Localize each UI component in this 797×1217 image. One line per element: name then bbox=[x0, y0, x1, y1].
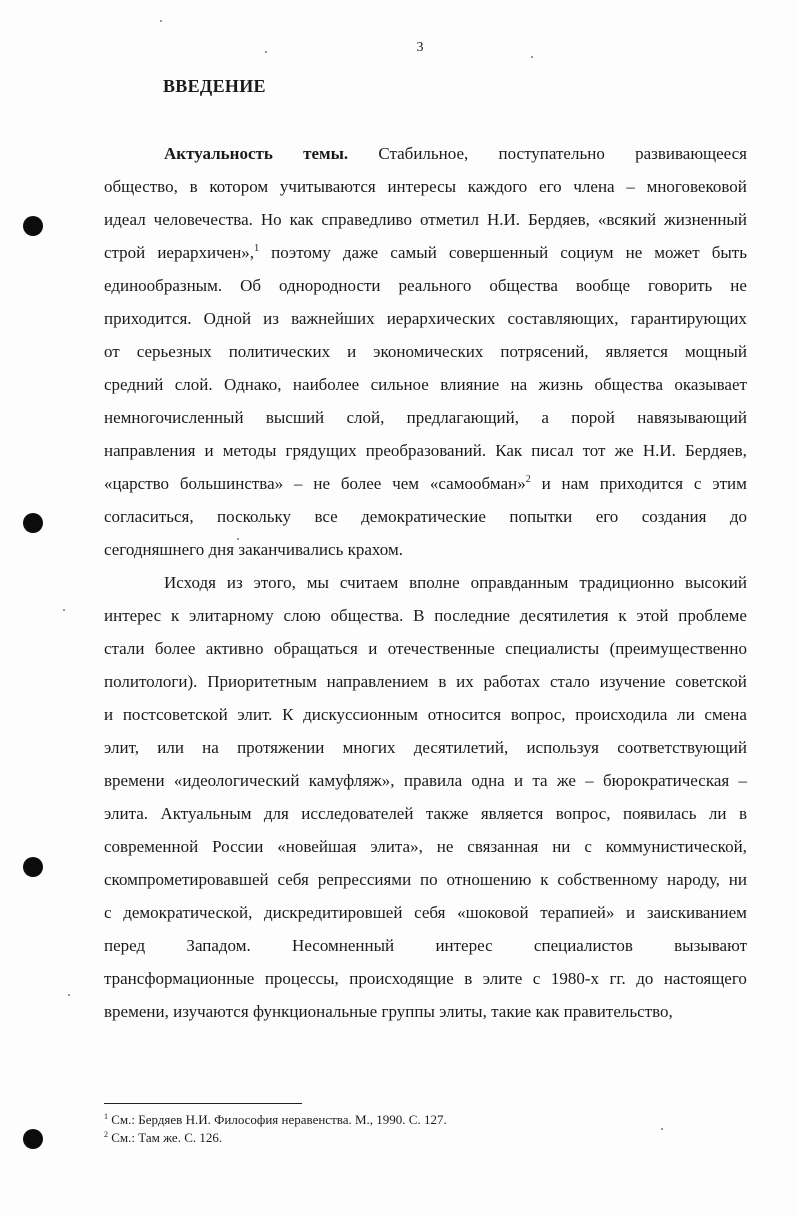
word: времени bbox=[104, 771, 165, 790]
word: развивающееся bbox=[635, 144, 747, 163]
word: Приоритетным bbox=[207, 672, 317, 691]
word: и bbox=[626, 903, 636, 922]
word: более bbox=[154, 639, 196, 658]
word: общество, bbox=[104, 177, 178, 196]
word: Актуальным bbox=[160, 804, 252, 823]
word: направлением bbox=[326, 672, 429, 691]
word: – bbox=[294, 474, 303, 493]
word: протяжении bbox=[237, 738, 325, 757]
footnote-number: 2 bbox=[104, 1130, 108, 1139]
word: и bbox=[368, 639, 378, 658]
word: В bbox=[413, 606, 425, 625]
word: скомпрометировавшей bbox=[104, 870, 269, 889]
text-line bbox=[104, 764, 747, 797]
word: правительство, bbox=[563, 1002, 673, 1021]
word: в bbox=[738, 804, 747, 823]
word: поскольку bbox=[217, 507, 292, 526]
word: репрессиями bbox=[317, 870, 412, 889]
word: Н.И. bbox=[486, 210, 520, 229]
word: серьезных bbox=[136, 342, 212, 361]
footnote-text: См.: Там же. С. 126. bbox=[108, 1130, 223, 1145]
word: вообще bbox=[575, 276, 631, 295]
text-line bbox=[104, 269, 747, 302]
text-line bbox=[104, 566, 747, 599]
scan-speck bbox=[68, 994, 70, 996]
word: слою bbox=[283, 606, 321, 625]
word: коммунистической, bbox=[605, 837, 747, 856]
word: наиболее bbox=[292, 375, 360, 394]
word: дискуссионным bbox=[303, 705, 419, 724]
scan-speck bbox=[531, 56, 533, 58]
word: элите bbox=[482, 969, 523, 988]
word: камуфляж», bbox=[308, 771, 395, 790]
word: вполне bbox=[409, 573, 460, 592]
word: Исходя bbox=[164, 573, 216, 592]
word: котором bbox=[209, 177, 269, 196]
word: Об bbox=[240, 276, 262, 295]
word: иерархических bbox=[386, 309, 496, 328]
word: поступательно bbox=[498, 144, 605, 163]
footnote-ref: 2 bbox=[525, 474, 531, 485]
footnote-number: 1 bbox=[104, 1112, 108, 1121]
text-line bbox=[104, 599, 747, 632]
word: появилась bbox=[622, 804, 697, 823]
word: чем bbox=[392, 474, 420, 493]
word: влияние bbox=[440, 375, 500, 394]
text-line bbox=[104, 665, 747, 698]
text-line bbox=[104, 434, 747, 467]
word: к bbox=[540, 870, 549, 889]
word: времени, bbox=[104, 1002, 169, 1021]
word: создания bbox=[641, 507, 707, 526]
word: приходится. bbox=[104, 309, 192, 328]
footnote-text: См.: Бердяев Н.И. Философия неравенства. М., 1990. С. 127. bbox=[108, 1112, 447, 1127]
text-line bbox=[104, 929, 747, 962]
word: говорить bbox=[648, 276, 713, 295]
word: гарантирующих bbox=[630, 309, 747, 328]
word: «шоковой bbox=[457, 903, 529, 922]
word: элита. bbox=[104, 804, 149, 823]
word: из bbox=[226, 573, 243, 592]
word: перед bbox=[104, 936, 146, 955]
word: соответствующий bbox=[617, 738, 747, 757]
word: крахом. bbox=[347, 540, 403, 559]
text-line bbox=[104, 467, 747, 500]
text-line bbox=[104, 401, 747, 434]
word: попытки bbox=[509, 507, 573, 526]
word: и bbox=[514, 771, 524, 790]
word: мощный bbox=[684, 342, 747, 361]
word: трансформационные bbox=[104, 969, 255, 988]
word: Несомненный bbox=[292, 936, 395, 955]
word: мы bbox=[306, 573, 329, 592]
word: элитарному bbox=[188, 606, 274, 625]
word: используя bbox=[526, 738, 599, 757]
word: к bbox=[170, 606, 180, 625]
word: отношению bbox=[446, 870, 532, 889]
word: советской bbox=[675, 672, 747, 691]
word: элиты, bbox=[439, 1002, 487, 1021]
word: в bbox=[189, 177, 198, 196]
word: по bbox=[420, 870, 438, 889]
word: не bbox=[436, 837, 454, 856]
word: этой bbox=[636, 606, 669, 625]
word: проблеме bbox=[678, 606, 747, 625]
word: человечества. bbox=[153, 210, 253, 229]
word: стали bbox=[104, 639, 145, 658]
word: предлагающий, bbox=[406, 408, 520, 427]
word: политологи). bbox=[104, 672, 198, 691]
word: идеал bbox=[104, 210, 146, 229]
word: для bbox=[263, 804, 289, 823]
text-line bbox=[104, 962, 747, 995]
word: общества. bbox=[330, 606, 404, 625]
word: этого, bbox=[253, 573, 296, 592]
word: большинства» bbox=[179, 474, 284, 493]
word: сильное bbox=[370, 375, 429, 394]
word: современной bbox=[104, 837, 199, 856]
word: навязывающий bbox=[637, 408, 747, 427]
word: высший bbox=[265, 408, 325, 427]
word: Западом. bbox=[186, 936, 251, 955]
word: также bbox=[425, 804, 469, 823]
word: десятилетий, bbox=[413, 738, 509, 757]
text-line bbox=[104, 302, 747, 335]
scan-speck bbox=[237, 538, 239, 540]
bold-word: темы. bbox=[303, 144, 349, 163]
word: стало bbox=[549, 672, 590, 691]
word: традиционно bbox=[579, 573, 675, 592]
word: а bbox=[541, 408, 549, 427]
text-line bbox=[104, 335, 747, 368]
word: изучение bbox=[599, 672, 666, 691]
word: «идеологический bbox=[173, 771, 300, 790]
word: политических bbox=[228, 342, 331, 361]
word: вопрос, bbox=[510, 705, 566, 724]
word: до bbox=[636, 969, 654, 988]
word: потрясений, bbox=[500, 342, 589, 361]
word: же bbox=[556, 771, 576, 790]
word: приходится bbox=[599, 474, 684, 493]
text-line bbox=[104, 533, 747, 566]
word: порой bbox=[571, 408, 615, 427]
punch-hole-top bbox=[23, 216, 43, 236]
word: экономических bbox=[373, 342, 484, 361]
word: – bbox=[738, 771, 747, 790]
word: является bbox=[480, 804, 544, 823]
word: сегодняшнего bbox=[104, 540, 205, 559]
word: относится bbox=[427, 705, 502, 724]
word: учитываются bbox=[279, 177, 376, 196]
word: считаем bbox=[339, 573, 399, 592]
word: социум bbox=[560, 243, 614, 262]
word: жизненный bbox=[664, 210, 747, 229]
word: однородности bbox=[279, 276, 381, 295]
word: к bbox=[618, 606, 627, 625]
text-line bbox=[104, 170, 747, 203]
word: и bbox=[104, 705, 114, 724]
text-line bbox=[104, 896, 747, 929]
word: оправданным bbox=[470, 573, 569, 592]
word: – bbox=[626, 177, 635, 196]
word: многовековой bbox=[646, 177, 747, 196]
word: настоящего bbox=[663, 969, 747, 988]
word: элит, bbox=[104, 738, 139, 757]
word: Однако, bbox=[224, 375, 282, 394]
word: себя bbox=[277, 870, 309, 889]
word: в bbox=[464, 969, 473, 988]
word: группы bbox=[381, 1002, 435, 1021]
word: такие bbox=[491, 1002, 532, 1021]
word: исследователей bbox=[301, 804, 414, 823]
word: методы bbox=[222, 441, 277, 460]
word: – bbox=[585, 771, 594, 790]
word: более bbox=[340, 474, 382, 493]
word: отметил bbox=[419, 210, 479, 229]
word: функциональные bbox=[252, 1002, 378, 1021]
word: активно bbox=[205, 639, 264, 658]
word: иерархичен»,$^1$ bbox=[157, 243, 260, 262]
word: согласиться, bbox=[104, 507, 194, 526]
text-line bbox=[104, 137, 747, 170]
word: изучаются bbox=[173, 1002, 249, 1021]
word: грядущих bbox=[285, 441, 357, 460]
word: Как bbox=[495, 441, 523, 460]
scan-speck bbox=[661, 1128, 663, 1130]
word: и bbox=[347, 342, 357, 361]
word: как bbox=[535, 1002, 560, 1021]
word: с bbox=[693, 474, 702, 493]
word: преобразований. bbox=[365, 441, 487, 460]
word: заканчивались bbox=[238, 540, 344, 559]
footnotes bbox=[104, 1111, 447, 1147]
word: постсоветской bbox=[122, 705, 228, 724]
text-line bbox=[104, 995, 747, 1028]
word: интерес bbox=[104, 606, 162, 625]
text-line bbox=[104, 632, 747, 665]
word: «царство bbox=[104, 474, 170, 493]
word: гг. bbox=[609, 969, 626, 988]
word: правила bbox=[403, 771, 463, 790]
word: составляющих, bbox=[507, 309, 619, 328]
word: единообразным. bbox=[104, 276, 223, 295]
word: от bbox=[104, 342, 120, 361]
word: демократической, bbox=[123, 903, 253, 922]
word: народу, bbox=[667, 870, 720, 889]
word: его bbox=[539, 177, 562, 196]
word: связанная bbox=[467, 837, 539, 856]
scan-speck bbox=[160, 20, 162, 22]
word: интересы bbox=[387, 177, 457, 196]
word: все bbox=[314, 507, 338, 526]
word: совершенный bbox=[448, 243, 549, 262]
word: слой, bbox=[346, 408, 385, 427]
word: специалистов bbox=[533, 936, 633, 955]
word: до bbox=[729, 507, 747, 526]
word: быть bbox=[711, 243, 747, 262]
word: процессы, bbox=[264, 969, 339, 988]
word: Но bbox=[260, 210, 282, 229]
word: элита», bbox=[370, 837, 423, 856]
word: и bbox=[204, 441, 214, 460]
word: (преимущественно bbox=[609, 639, 747, 658]
word: даже bbox=[342, 243, 379, 262]
word: самый bbox=[390, 243, 437, 262]
word: «новейшая bbox=[277, 837, 357, 856]
footnote-1 bbox=[104, 1111, 447, 1129]
word: десятилетия bbox=[519, 606, 609, 625]
word: не bbox=[625, 243, 643, 262]
word: слой. bbox=[174, 375, 213, 394]
section-heading: ВВЕДЕНИЕ bbox=[163, 76, 266, 96]
text-line bbox=[104, 863, 747, 896]
word: каждого bbox=[467, 177, 528, 196]
word: себя bbox=[414, 903, 446, 922]
word: направления bbox=[104, 441, 196, 460]
word: Бердяев, bbox=[685, 441, 747, 460]
word: Бердяев, bbox=[527, 210, 590, 229]
word: отечественные bbox=[387, 639, 495, 658]
word: немногочисленный bbox=[104, 408, 244, 427]
punch-hole-lower-middle bbox=[23, 857, 43, 877]
word: справедливо bbox=[321, 210, 412, 229]
word: вызывают bbox=[674, 936, 747, 955]
footnote-2 bbox=[104, 1129, 447, 1147]
word: реального bbox=[398, 276, 472, 295]
word: поэтому bbox=[271, 243, 331, 262]
word: в bbox=[438, 672, 447, 691]
word: строй bbox=[104, 243, 146, 262]
word: одна bbox=[471, 771, 505, 790]
word: заискиванием bbox=[646, 903, 747, 922]
scan-speck bbox=[63, 609, 65, 611]
text-line bbox=[104, 236, 747, 269]
word: ли bbox=[677, 705, 695, 724]
punch-hole-upper-middle bbox=[23, 513, 43, 533]
text-line bbox=[104, 731, 747, 764]
word: дня bbox=[208, 540, 235, 559]
word: «самообман»$^2$ bbox=[429, 474, 531, 493]
footnote-divider bbox=[104, 1103, 302, 1104]
word: не bbox=[730, 276, 747, 295]
text-line bbox=[104, 797, 747, 830]
word: как bbox=[289, 210, 314, 229]
word: ни bbox=[552, 837, 571, 856]
word: и bbox=[541, 474, 551, 493]
word: элит. bbox=[237, 705, 273, 724]
word: та bbox=[532, 771, 548, 790]
footnote-ref: 1 bbox=[254, 243, 260, 254]
word: вопрос, bbox=[555, 804, 611, 823]
word: важнейших bbox=[291, 309, 375, 328]
word: нам bbox=[561, 474, 589, 493]
word: общества bbox=[489, 276, 558, 295]
word: ли bbox=[708, 804, 727, 823]
page-number: 3 bbox=[416, 40, 424, 55]
body-text bbox=[104, 137, 747, 1028]
text-line bbox=[104, 203, 747, 236]
word: К bbox=[282, 705, 294, 724]
word: России bbox=[212, 837, 264, 856]
word: ни bbox=[728, 870, 747, 889]
word: может bbox=[654, 243, 700, 262]
word: на bbox=[510, 375, 528, 394]
word: оказывает bbox=[674, 375, 747, 394]
word: высокий bbox=[685, 573, 747, 592]
bold-word: Актуальность bbox=[164, 144, 273, 163]
word: работах bbox=[483, 672, 541, 691]
word: происходящие bbox=[349, 969, 454, 988]
word: «всякий bbox=[597, 210, 657, 229]
word: собственному bbox=[557, 870, 659, 889]
word: Н.И. bbox=[642, 441, 676, 460]
text-line bbox=[104, 368, 747, 401]
word: демократические bbox=[361, 507, 486, 526]
word: общества bbox=[594, 375, 663, 394]
word: дискредитировшей bbox=[264, 903, 403, 922]
word: Стабильное, bbox=[378, 144, 469, 163]
word: смена bbox=[704, 705, 747, 724]
word: интерес bbox=[435, 936, 493, 955]
word: члена bbox=[573, 177, 615, 196]
word: его bbox=[595, 507, 619, 526]
word: обращаться bbox=[273, 639, 358, 658]
word: же bbox=[614, 441, 634, 460]
word: их bbox=[456, 672, 474, 691]
word: средний bbox=[104, 375, 164, 394]
text-line bbox=[104, 698, 747, 731]
word: этим bbox=[712, 474, 747, 493]
punch-hole-bottom bbox=[23, 1129, 43, 1149]
word: из bbox=[263, 309, 279, 328]
scan-speck bbox=[265, 51, 267, 53]
word: с bbox=[584, 837, 592, 856]
word: происходила bbox=[575, 705, 668, 724]
word: терапией» bbox=[540, 903, 615, 922]
word: не bbox=[313, 474, 330, 493]
word: является bbox=[605, 342, 668, 361]
text-line bbox=[104, 830, 747, 863]
word: с bbox=[532, 969, 541, 988]
word: 1980-х bbox=[550, 969, 599, 988]
text-line bbox=[104, 500, 747, 533]
word: Одной bbox=[203, 309, 252, 328]
word: многих bbox=[342, 738, 396, 757]
word: или bbox=[157, 738, 184, 757]
word: жизнь bbox=[538, 375, 584, 394]
word: с bbox=[104, 903, 112, 922]
word: тот bbox=[582, 441, 606, 460]
word: писал bbox=[531, 441, 574, 460]
word: бюрократическая bbox=[603, 771, 730, 790]
word: специалисты bbox=[505, 639, 600, 658]
word: последние bbox=[434, 606, 510, 625]
word: на bbox=[202, 738, 219, 757]
